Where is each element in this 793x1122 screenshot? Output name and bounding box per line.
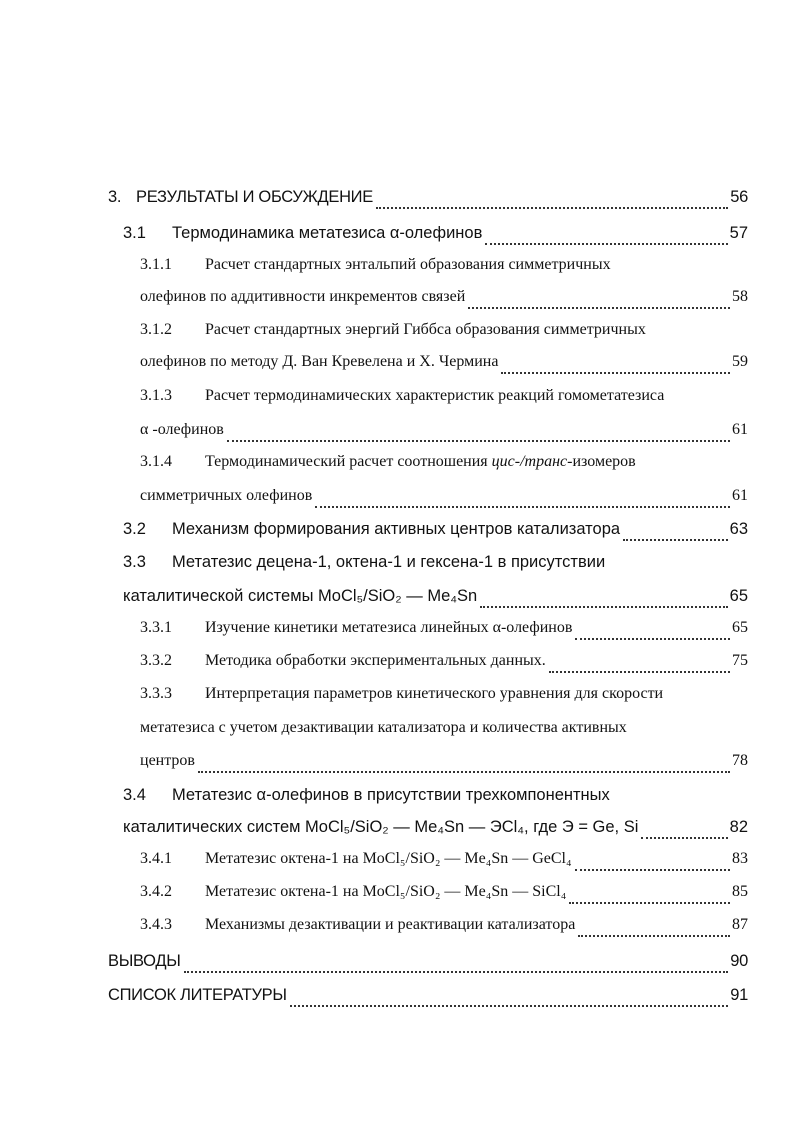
section-title: Методика обработки экспериментальных данных.	[205, 652, 546, 669]
toc-entry-3-4[interactable]	[0, 786, 748, 816]
page-number: 85	[732, 883, 748, 900]
leader-dots	[198, 771, 730, 773]
leader-dots	[485, 243, 727, 245]
page-number: 87	[732, 916, 748, 933]
section-number: 3.1.1	[140, 256, 172, 273]
section-number: 3.1.2	[140, 321, 172, 338]
toc-entry-3-1-2-cont[interactable]	[0, 353, 748, 383]
section-title-line2: олефинов по методу Д. Ван Кревелена и Х. Чермина	[140, 353, 499, 370]
section-title: Метатезис октена-1 на MoCl₅/SiO₂ — Me₄Sn — SiCl₄	[205, 883, 567, 900]
page-number: 61	[732, 487, 748, 504]
leader-dots	[184, 971, 729, 973]
section-number: 3.	[108, 188, 122, 206]
page-number: 90	[730, 952, 748, 970]
toc-entry-references[interactable]	[0, 986, 748, 1016]
toc-entry-3-4-2[interactable]	[0, 883, 748, 913]
section-title: СПИСОК ЛИТЕРАТУРЫ	[108, 986, 287, 1004]
toc-entry-3-2[interactable]	[0, 520, 748, 550]
page-number: 78	[732, 752, 748, 769]
section-title-line3: центров	[140, 752, 195, 769]
leader-dots	[468, 307, 730, 309]
leader-dots	[569, 902, 730, 904]
page-number: 83	[732, 850, 748, 867]
section-title-italic: цис-/транс-	[491, 453, 573, 470]
leader-dots	[227, 440, 730, 442]
leader-dots	[501, 372, 730, 374]
section-title-line2: каталитических систем MoCl₅/SiO₂ — Me₄Sn — ЭCl₄, где Э = Ge, Si	[123, 818, 639, 836]
toc-entry-3-3-3-cont[interactable]	[0, 719, 748, 749]
section-title-line1: Метатезис децена-1, октена-1 и гексена-1 в присутствии	[172, 553, 606, 571]
section-number: 3.3.1	[140, 619, 172, 636]
page-number: 58	[732, 288, 748, 305]
toc-entry-3[interactable]	[0, 188, 748, 218]
section-title: ВЫВОДЫ	[108, 952, 181, 970]
section-title-line2: каталитической системы MoCl₅/SiO₂ — Me₄Sn	[123, 587, 478, 605]
page-number: 91	[730, 986, 748, 1004]
section-title-line2: симметричных олефинов	[140, 487, 313, 504]
leader-dots	[315, 506, 730, 508]
leader-dots	[575, 638, 730, 640]
section-number: 3.1.3	[140, 387, 172, 404]
page-number: 75	[732, 652, 748, 669]
section-number: 3.3.3	[140, 685, 172, 702]
leader-dots	[480, 606, 727, 608]
toc-entry-3-1-4-cont[interactable]	[0, 487, 748, 517]
toc-entry-3-1-3[interactable]	[0, 387, 748, 417]
leader-dots	[578, 935, 730, 937]
section-title-line1: Расчет термодинамических характеристик реакций гомометатезиса	[205, 387, 665, 404]
leader-dots	[549, 671, 730, 673]
section-number: 3.4	[123, 786, 146, 804]
section-number: 3.3	[123, 553, 146, 571]
toc-entry-3-3-2[interactable]	[0, 652, 748, 682]
section-number: 3.3.2	[140, 652, 172, 669]
page-number: 59	[732, 353, 748, 370]
section-title: Механизмы дезактивации и реактивации катализатора	[205, 916, 576, 933]
section-title: РЕЗУЛЬТАТЫ И ОБСУЖДЕНИЕ	[136, 188, 373, 206]
section-title-line1: Расчет стандартных энергий Гиббса образования симметричных	[205, 321, 646, 338]
section-number: 3.4.2	[140, 883, 172, 900]
page-number: 61	[732, 421, 748, 438]
toc-entry-3-1[interactable]	[0, 224, 748, 254]
section-title-line1-a: Термодинамический расчет соотношения	[205, 453, 492, 470]
toc-entry-3-4-cont[interactable]	[0, 818, 748, 848]
toc-entry-3-1-3-cont[interactable]	[0, 421, 748, 451]
leader-dots	[641, 837, 727, 839]
section-title-line2: α -олефинов	[140, 421, 224, 438]
section-title-line1-b: изомеров	[572, 453, 636, 470]
section-number: 3.1	[123, 224, 146, 242]
section-number: 3.1.4	[140, 453, 172, 470]
page-number: 56	[730, 188, 748, 206]
toc-entry-3-3[interactable]	[0, 553, 748, 583]
leader-dots	[376, 207, 728, 209]
section-title-line2: олефинов по аддитивности инкрементов связей	[140, 288, 466, 305]
toc-entry-3-4-3[interactable]	[0, 916, 748, 946]
page-number: 65	[729, 587, 748, 605]
section-title: Метатезис октена-1 на MoCl₅/SiO₂ — Me₄Sn — GeCl₄	[205, 850, 572, 867]
toc-entry-3-1-2[interactable]	[0, 321, 748, 351]
section-title-line1: Метатезис α-олефинов в присутствии трехкомпонентных	[172, 786, 610, 804]
section-number: 3.4.3	[140, 916, 172, 933]
toc-entry-3-4-1[interactable]	[0, 850, 748, 880]
toc-entry-3-3-1[interactable]	[0, 619, 748, 649]
section-number: 3.2	[123, 520, 146, 538]
toc-entry-3-1-1-cont[interactable]	[0, 288, 748, 318]
section-title: Изучение кинетики метатезиса линейных α-олефинов	[205, 619, 573, 636]
section-title-line1: Расчет стандартных энтальпий образования симметричных	[205, 256, 611, 273]
toc-entry-conclusions[interactable]	[0, 952, 748, 982]
toc-entry-3-1-1[interactable]	[0, 256, 748, 286]
section-number: 3.4.1	[140, 850, 172, 867]
section-title-line2: метатезиса с учетом дезактивации катализатора и количества активных	[140, 719, 627, 736]
page-number: 65	[732, 619, 748, 636]
page-number: 57	[729, 224, 748, 242]
toc-entry-3-1-4[interactable]	[0, 453, 748, 483]
leader-dots	[575, 869, 730, 871]
toc-entry-3-3-3-cont2[interactable]	[0, 752, 748, 782]
toc-entry-3-3-cont[interactable]	[0, 587, 748, 617]
section-title: Термодинамика метатезиса α-олефинов	[172, 224, 483, 242]
section-title: Механизм формирования активных центров катализатора	[172, 520, 621, 538]
toc-entry-3-3-3[interactable]	[0, 685, 748, 715]
section-title-line1: Интерпретация параметров кинетического уравнения для скорости	[205, 685, 664, 702]
leader-dots	[290, 1005, 729, 1007]
page-number: 63	[729, 520, 748, 538]
leader-dots	[623, 539, 728, 541]
page-number: 82	[729, 818, 748, 836]
